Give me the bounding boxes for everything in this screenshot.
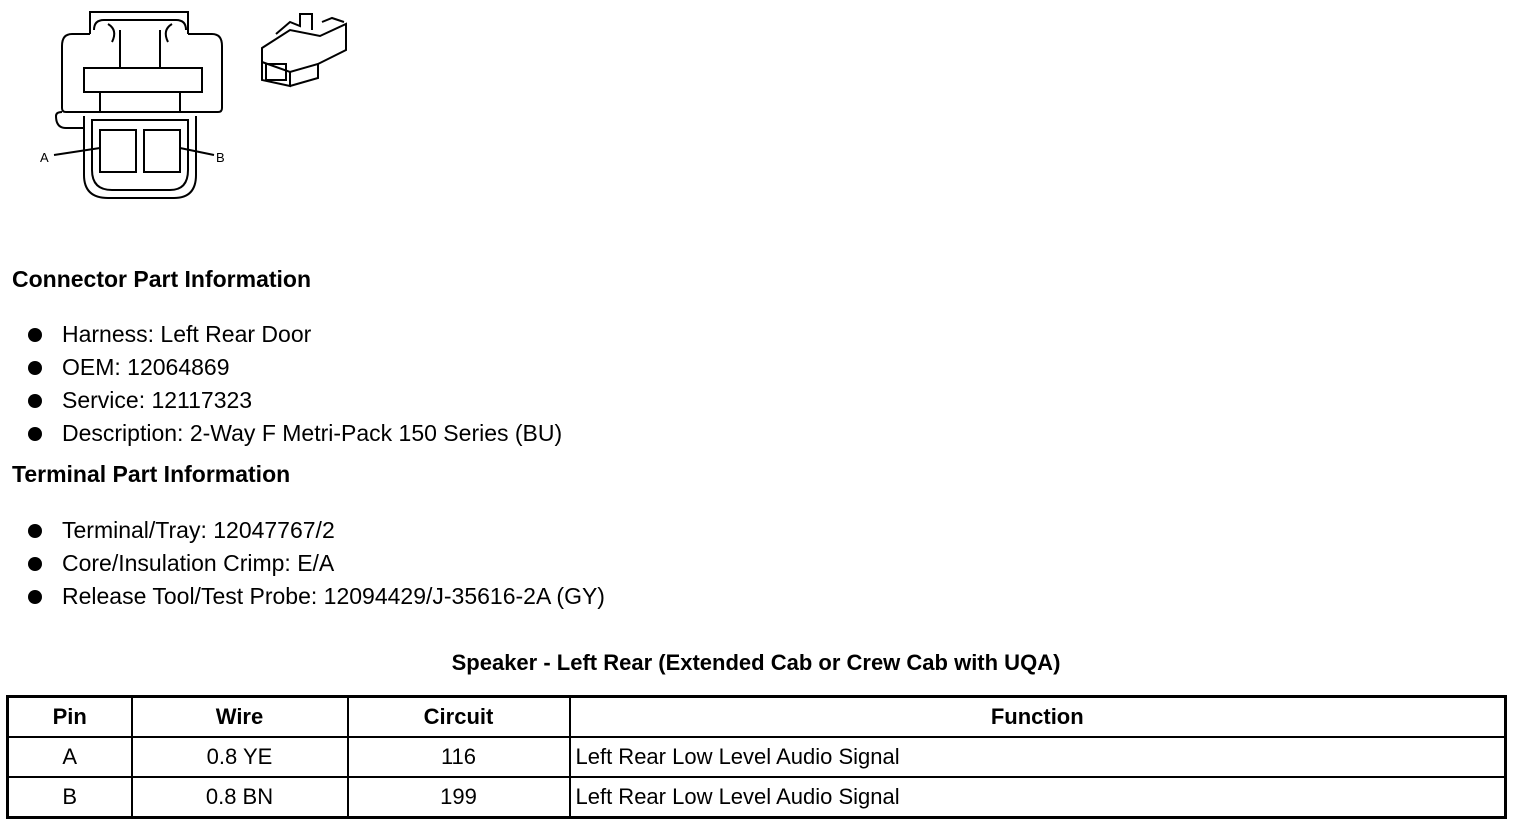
cell-function: Left Rear Low Level Audio Signal <box>570 737 1506 777</box>
list-item: Core/Insulation Crimp: E/A <box>28 547 605 580</box>
pin-b-label: B <box>216 150 225 165</box>
list-item: Release Tool/Test Probe: 12094429/J-35616-2A (GY) <box>28 580 605 613</box>
cell-wire: 0.8 BN <box>132 777 348 818</box>
list-item: Harness: Left Rear Door <box>28 318 562 351</box>
pinout-table-title: Speaker - Left Rear (Extended Cab or Crew Cab with UQA) <box>451 650 1061 675</box>
cell-pin: B <box>8 777 132 818</box>
table-header-row <box>8 697 1506 738</box>
pinout-table <box>6 695 1507 819</box>
connector-part-info-heading: Connector Part Information <box>12 266 312 292</box>
connector-part-info-list <box>28 318 562 450</box>
bullet-icon <box>28 361 42 375</box>
table-row <box>8 777 1506 818</box>
terminal-part-info-heading: Terminal Part Information <box>12 461 291 487</box>
list-item: Description: 2-Way F Metri-Pack 150 Series (BU) <box>28 417 562 450</box>
list-item: Terminal/Tray: 12047767/2 <box>28 514 605 547</box>
connector-isometric-view <box>262 14 346 86</box>
connector-drawing <box>0 0 360 210</box>
list-item: Service: 12117323 <box>28 384 562 417</box>
pin-a-label: A <box>40 150 49 165</box>
bullet-icon <box>28 590 42 604</box>
cell-wire: 0.8 YE <box>132 737 348 777</box>
terminal-part-info-list <box>28 514 605 613</box>
header-function: Function <box>570 697 1506 738</box>
bullet-icon <box>28 328 42 342</box>
list-item: OEM: 12064869 <box>28 351 562 384</box>
cell-circuit: 199 <box>348 777 570 818</box>
header-pin: Pin <box>8 697 132 738</box>
cell-pin: A <box>8 737 132 777</box>
table-row <box>8 737 1506 777</box>
header-wire: Wire <box>132 697 348 738</box>
cell-function: Left Rear Low Level Audio Signal <box>570 777 1506 818</box>
cell-circuit: 116 <box>348 737 570 777</box>
bullet-icon <box>28 427 42 441</box>
bullet-icon <box>28 557 42 571</box>
bullet-icon <box>28 524 42 538</box>
bullet-icon <box>28 394 42 408</box>
header-circuit: Circuit <box>348 697 570 738</box>
